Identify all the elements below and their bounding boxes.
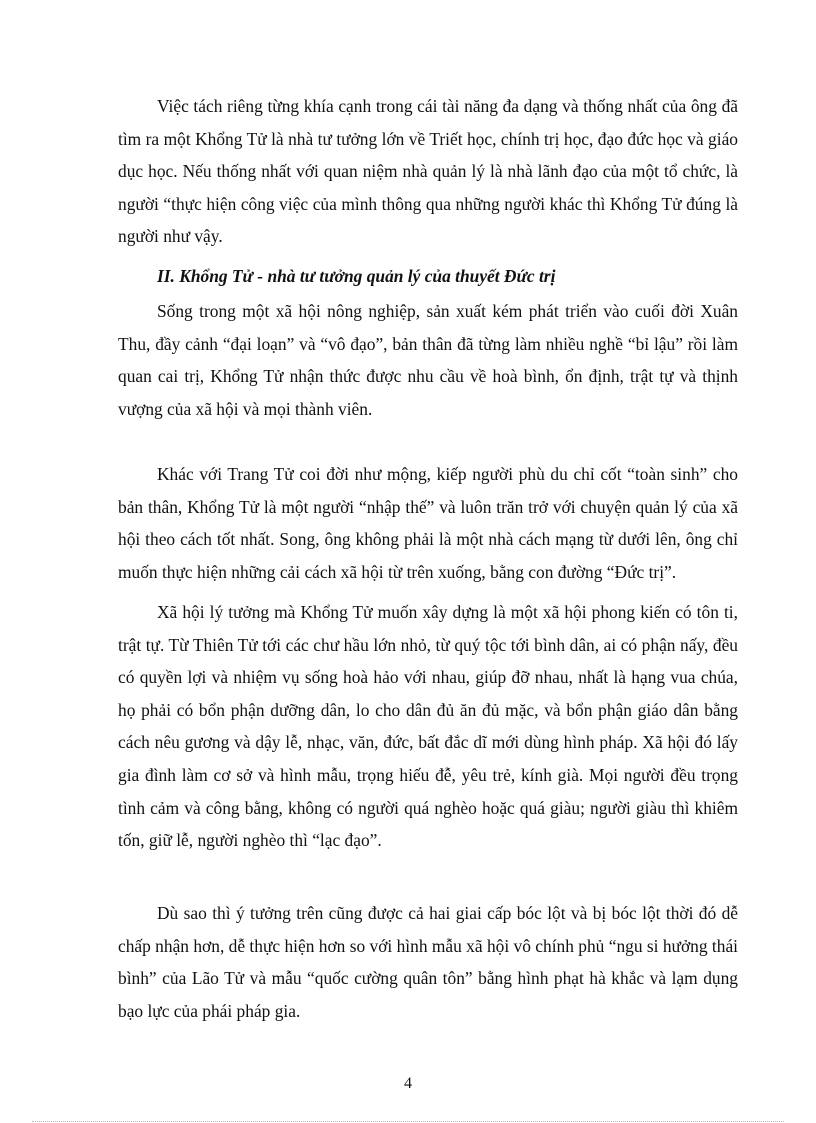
paragraph-comparison: Khác với Trang Tử coi đời như mộng, kiếp người phù du chỉ cốt “toàn sinh” cho bản thân, Khổng Tử là một người “nhập thế” và luôn trăn trở với chuyện quản lý của xã hội theo cách tốt nhất. Song, ông không phải là một nhà cách mạng từ dưới lên, ông chỉ muốn thực hiện những cải cách xã hội từ trên xuống, bằng con đường “Đức trị”.: [118, 464, 738, 582]
section-heading: II. Khổng Tử - nhà tư tưởng quản lý của thuyết Đức trị: [157, 266, 556, 286]
paragraph-ideal-society: Xã hội lý tưởng mà Khổng Tử muốn xây dựng là một xã hội phong kiến có tôn ti, trật tự. Từ Thiên Tử tới các chư hầu lớn nhỏ, từ quý tộc tới bình dân, ai có phận nấy, đều có quyền lợi và nhiệm vụ sống hoà hảo với nhau, giúp đỡ nhau, nhất là hạng vua chúa, họ phải có bổn phận dưỡng dân, lo cho dân đủ ăn đủ mặc, và bổn phận giáo dân bằng cách nêu gương và dậy lễ, nhạc, văn, đức, bất đắc dĩ mới dùng hình pháp. Xã hội đó lấy gia đình làm cơ sở và hình mẫu, trọng hiếu đễ, yêu trẻ, kính già. Mọi người đều trọng tình cảm và công bằng, không có người quá nghèo hoặc quá giàu; người giàu thì khiêm tốn, giữ lễ, người nghèo thì “lạc đạo”.: [118, 602, 738, 851]
paragraph-context: Sống trong một xã hội nông nghiệp, sản xuất kém phát triển vào cuối đời Xuân Thu, đầy cảnh “đại loạn” và “vô đạo”, bản thân đã từng làm nhiều nghề “bỉ lậu” rồi làm quan cai trị, Khổng Tử nhận thức được nhu cầu về hoà bình, ổn định, trật tự và thịnh vượng của xã hội và mọi thành viên.: [118, 301, 738, 419]
paragraph-intro: Việc tách riêng từng khía cạnh trong cái tài năng đa dạng và thống nhất của ông đã tìm ra một Khổng Tử là nhà tư tưởng lớn về Triết học, chính trị học, đạo đức học và giáo dục học. Nếu thống nhất với quan niệm nhà quản lý là nhà lãnh đạo của một tổ chức, là người “thực hiện công việc của mình thông qua những người khác thì Khổng Tử đúng là người như vậy.: [118, 96, 738, 247]
paragraph-conclusion: Dù sao thì ý tưởng trên cũng được cả hai giai cấp bóc lột và bị bóc lột thời đó dễ chấp nhận hơn, dễ thực hiện hơn so với hình mẫu xã hội vô chính phủ “ngu si hưởng thái bình” của Lão Tử và mẫu “quốc cường quân tôn” bằng hình phạt hà khắc và lạm dụng bạo lực của phái pháp gia.: [118, 903, 738, 1021]
page-number: 4: [404, 1075, 412, 1092]
page-bottom-border: [32, 1121, 784, 1122]
